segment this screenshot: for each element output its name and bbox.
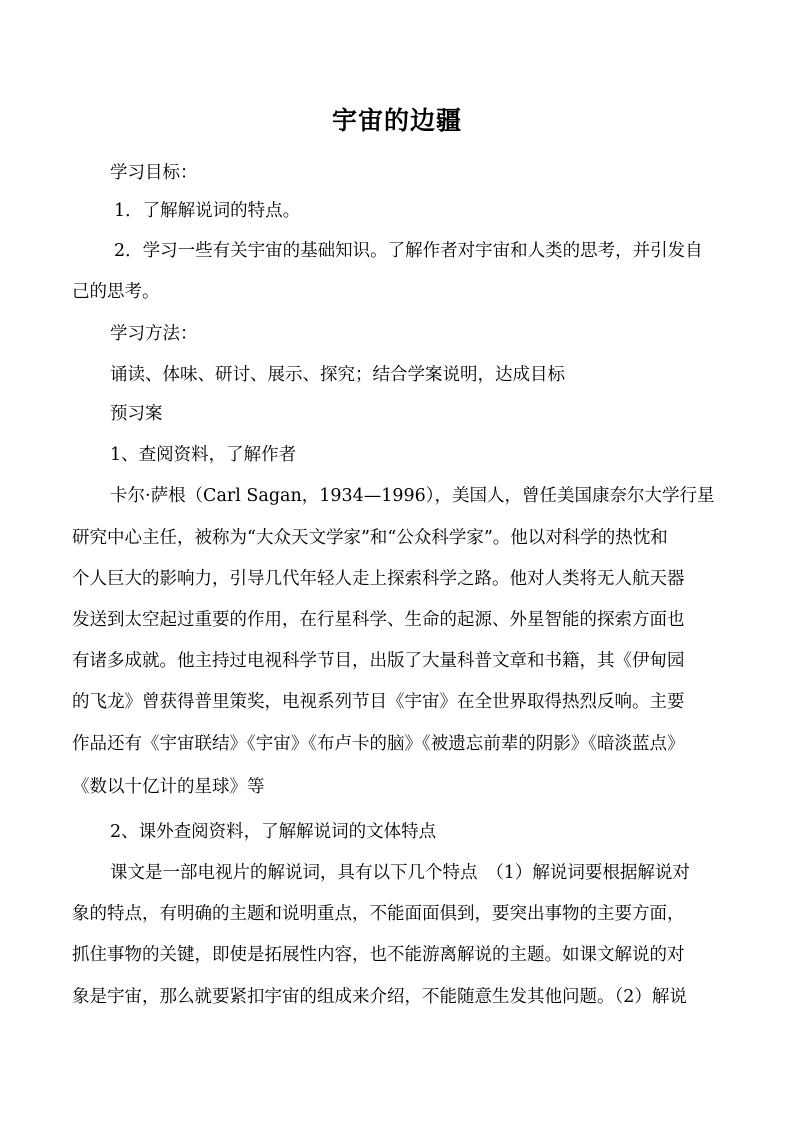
page-title: 宇宙的边疆	[331, 106, 462, 135]
author-paragraph-line-7: 作品还有《宇宙联结》《宇宙》《布卢卡的脑》《被遗忘前辈的阴影》《暗淡蓝点》	[72, 734, 685, 754]
task-1-heading: 1、查阅资料，了解作者	[110, 445, 297, 465]
author-paragraph-line-3: 个人巨大的影响力，引导几代年轻人走上探索科学之路。他对人类将无人航天器	[72, 569, 685, 589]
author-paragraph-line-1: 卡尔·萨根（Carl Sagan，1934—1996），美国人，曾任美国康奈尔大学行星	[110, 486, 715, 506]
author-paragraph-line-6: 的飞龙》曾获得普里策奖，电视系列节目《宇宙》在全世界取得热烈反响。主要	[72, 692, 685, 712]
heading-learning-goals: 学习目标：	[110, 163, 198, 183]
methods-text: 诵读、体味、研讨、展示、探究；结合学案说明，达成目标	[110, 365, 565, 385]
author-paragraph-line-4: 发送到太空起过重要的作用，在行星科学、生命的起源、外星智能的探索方面也	[72, 610, 685, 630]
author-paragraph-line-2: 研究中心主任，被称为“大众天文学家”和“公众科学家”。他以对科学的热忱和	[72, 528, 668, 548]
goal-item-2-continued: 己的思考。	[72, 282, 160, 302]
heading-learning-methods: 学习方法：	[110, 324, 198, 344]
task-2-heading: 2、课外查阅资料，了解解说词的文体特点	[110, 822, 437, 842]
author-paragraph-line-8: 《数以十亿计的星球》等	[72, 777, 265, 797]
goal-item-2: 2．学习一些有关宇宙的基础知识。了解作者对宇宙和人类的思考，并引发自	[114, 241, 703, 261]
features-paragraph-line-3: 抓住事物的关键，即使是拓展性内容，也不能游离解说的主题。如课文解说的对	[72, 945, 685, 965]
features-paragraph-line-4: 象是宇宙，那么就要紧扣宇宙的组成来介绍，不能随意生发其他问题。（2）解说	[72, 987, 687, 1007]
features-paragraph-line-1: 课文是一部电视片的解说词，具有以下几个特点 （1）解说词要根据解说对	[110, 863, 690, 883]
heading-preview: 预习案	[110, 404, 163, 424]
author-paragraph-line-5: 有诸多成就。他主持过电视科学节目，出版了大量科普文章和书籍，其《伊甸园	[72, 651, 685, 671]
goal-item-1: 1．了解解说词的特点。	[114, 201, 301, 221]
features-paragraph-line-2: 象的特点，有明确的主题和说明重点，不能面面俱到，要突出事物的主要方面，	[72, 904, 685, 924]
